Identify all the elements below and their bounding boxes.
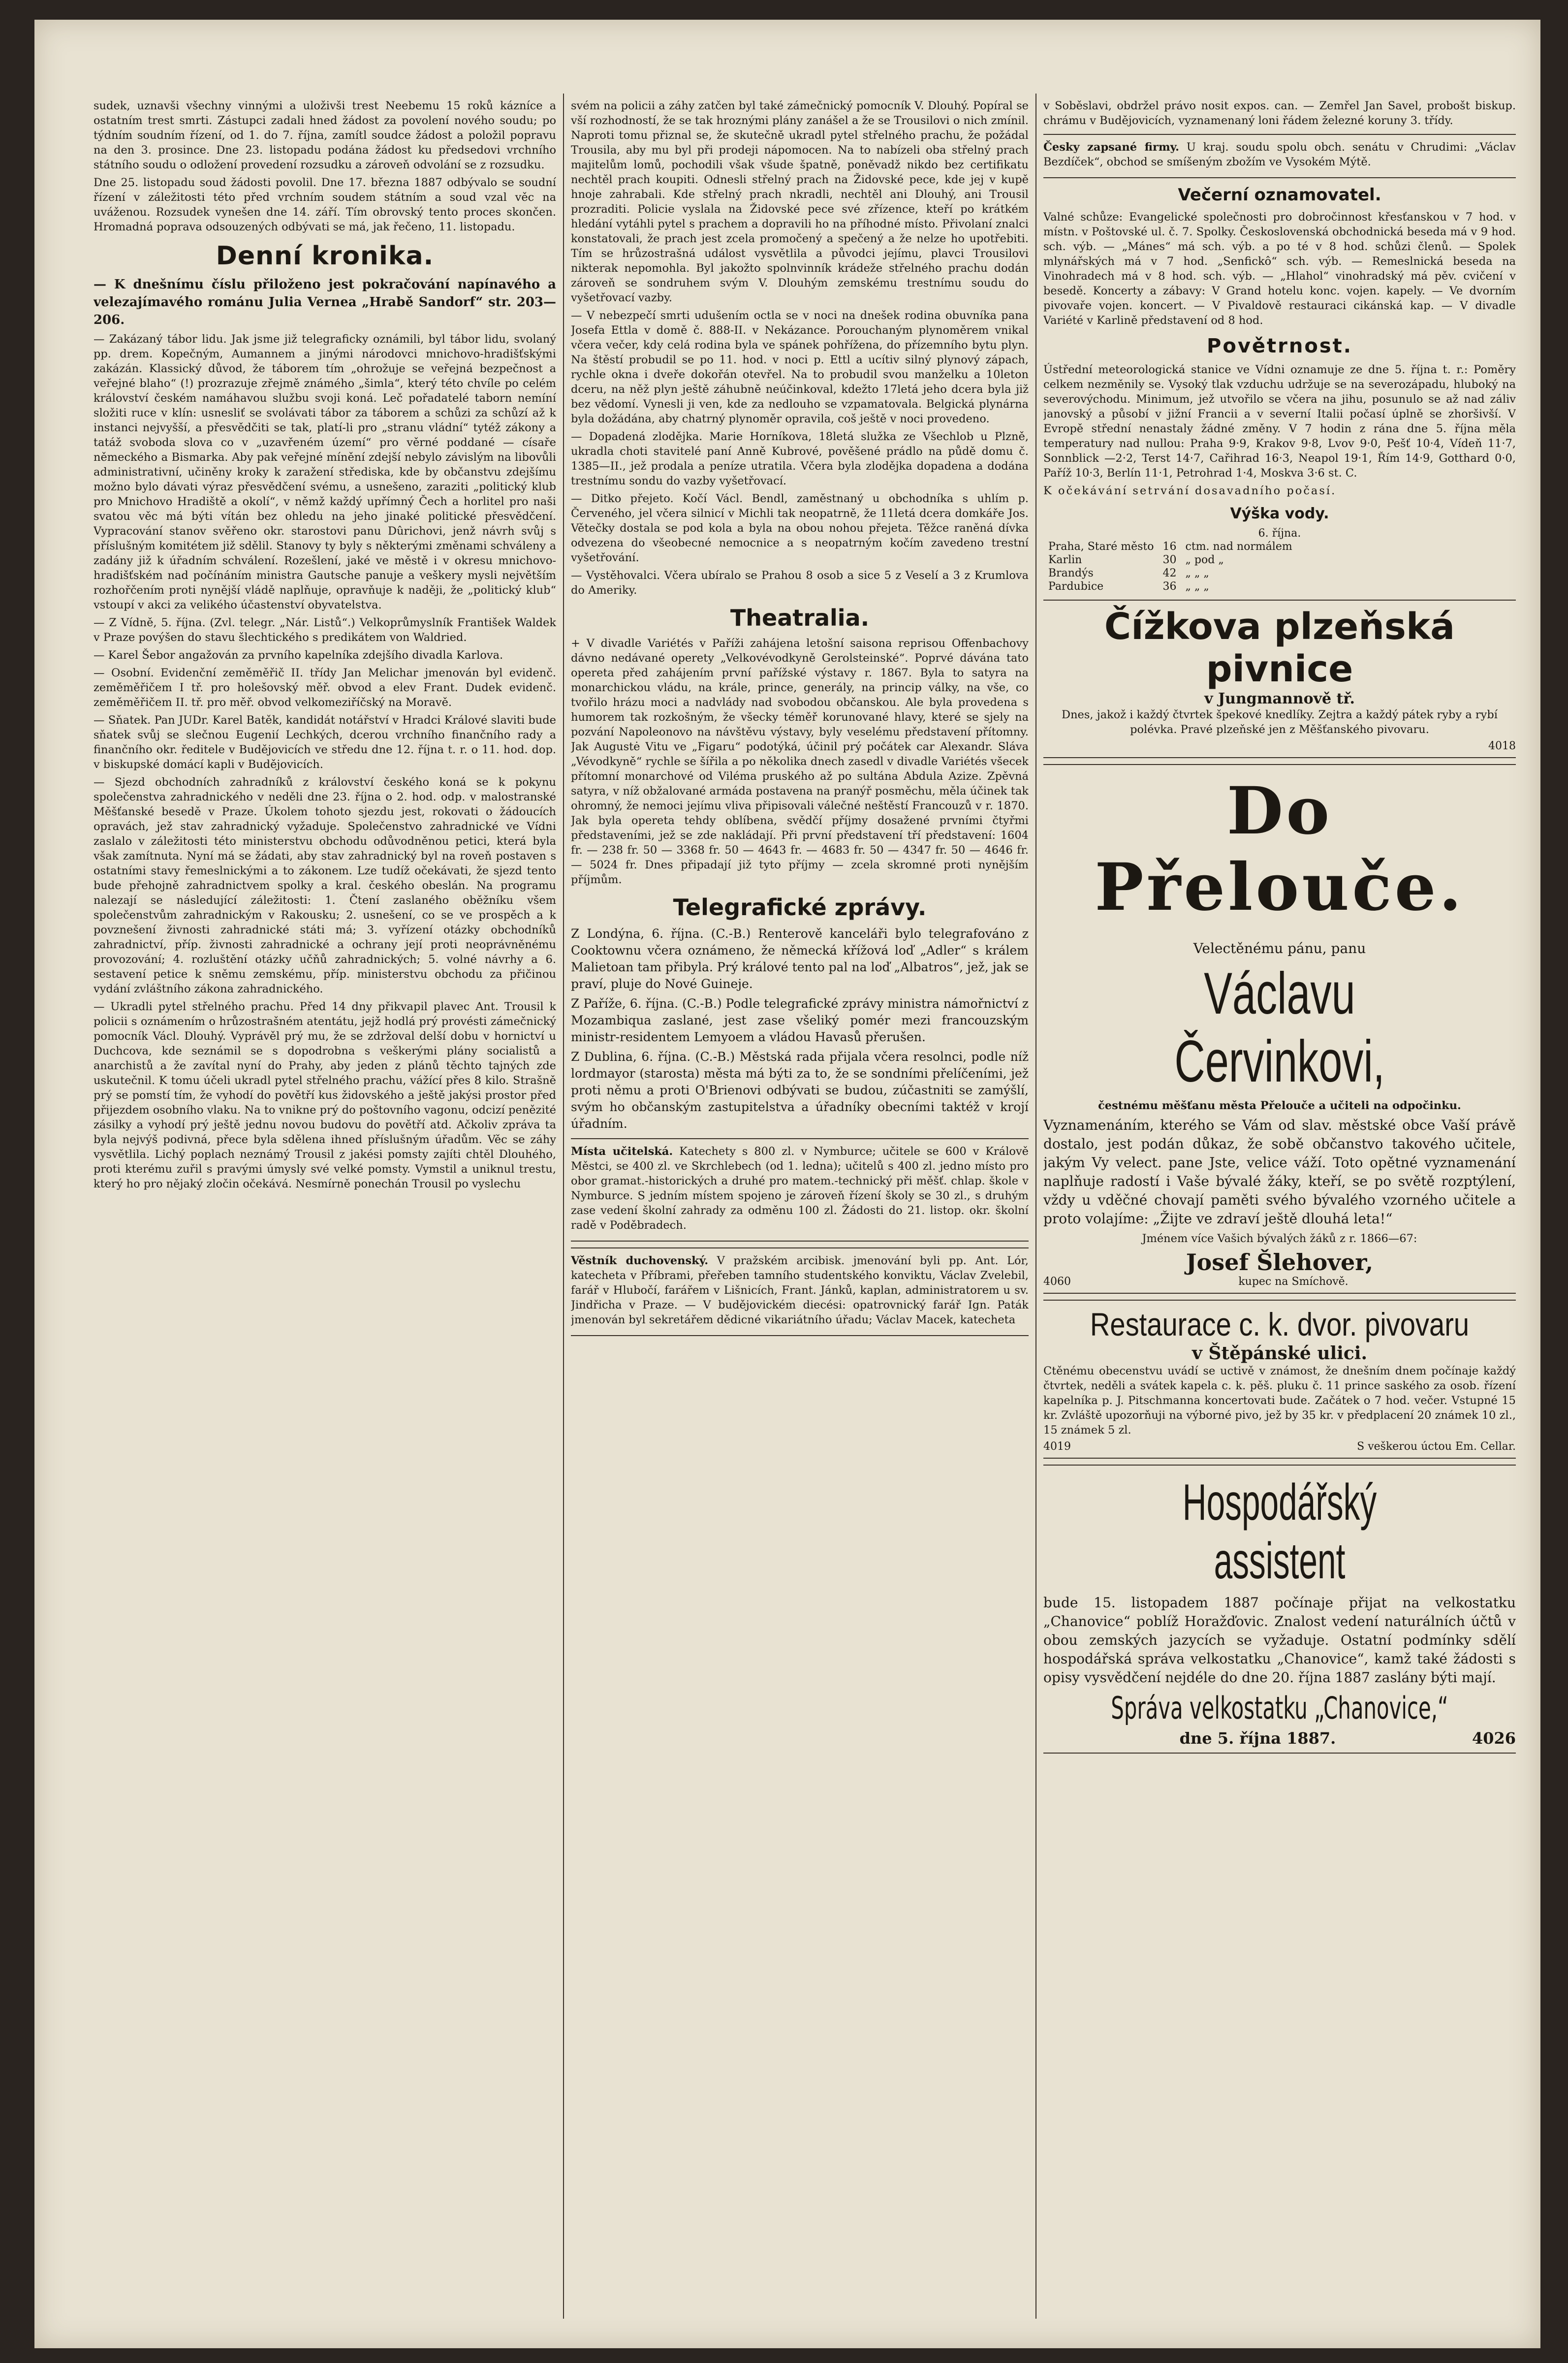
table-row: Karlin 30 „ pod „: [1048, 554, 1224, 566]
article-text: Valné schůze: Evangelické společnosti pro dobročinnost křesťanskou v 7 hod. v místn. v Poštovské ul. č. 7. Spolky. Československá obchodnická beseda má v 9 hod. sch. výb. — „Mánes“ má sch. výb. a po té v 8 hod. schůzi členů. — Spolek mlynářských má v 7 hod. „Senfickô“ sch. výb. — Remeslnická beseda na Vinohradech má v 8 hod. sch. výb. — „Hlahol“ vinohradský má pěv. cvičení v besedě. Koncerty a zábavy: V Grand hotelu konc. vojen. kapely. — Ve dvorním pivovaře vojen. koncert. — V Pivaldově restauraci cikánská kap. — V divadle Variété v Karlině představení od 8 hod.: [1043, 211, 1516, 327]
column-1: [94, 98, 556, 2314]
ad-title: Restaurace c. k. dvor. pivovaru: [1090, 1306, 1470, 1342]
article-text: — Vystěhovalci. Včera ubíralo se Prahou 8 osob a sice 5 z Veselí a 3 z Krumlova do Ameriky.: [571, 569, 1029, 597]
table-row: Pardubice 36 „ „ „: [1048, 580, 1209, 593]
ad-text: bude 15. listopadem 1887 počínaje přijat na velkostatku „Chanovice“ poblíž Horažďovic. Znalost vedení naturálních účtů v obou zemských jazycích se vyžaduje. Ostatní podmínky sdělí hospodářská správa velkostatku „Chanovice“, kamž také žádosti s opisy vysvědčení nejdéle do dne 20. října 1887 zaslány býti mají.: [1043, 1595, 1516, 1686]
article-text: + V divadle Variétés v Paříži zahájena letošní saisona reprisou Offenbachovy dávno nedávané operety „Velkovévodkyně Gerolsteinské“. Poprvé dávána tato opereta před zahájením první pařížské výstavy r. 1867. Byla to satyra na monarchickou vládu, na krále, prince, generály, na princip války, na vše, co tvořilo hrázu moci a nadvlády nad svobodou občanskou. Ale byla provedena s humorem tak rozkošným, že všecky téměř korunované hlavy, které se sjely na pozvání Napoleonovo na návštěvu výstavy, byly veselému představení přítomny. Jak Augustė Vitu ve „Figaru“ podotýká, účinil prý počátek car Alexandr. Sláva „Vévodkyně“ rychle se šířila a po několika dnech zasedl v divadle Variétés všecek přítomní monarchové od Viléma pruského až po sultána Abdula Azize. Zpěvná satyra, v níž obžalované armáda postavena na pranýř posměchu, měla účinek tak ohromný, že nemoci jejímu vliva připisovali válečné neštěstí Francouzů v r. 1870. Jak byla opereta tehdy oblíbena, svědčí příjmy dosažené prvními čtyřmi představeními, jež se zde nakládají. Při první představení tří představení: 1604 fr. — 238 fr. 50 — 3368 fr. 50 — 4643 fr. — 4683 fr. 50 — 4347 fr. 50 — 4646 fr. — 5024 fr. Dnes připadají již tyto příjmy — zcela skromné proti nynějším příjmům.: [571, 637, 1029, 886]
ad-restaurace: [1043, 1300, 1516, 1459]
article-text: — Osobní. Evidenční zeměměřič II. třídy Jan Melichar jmenován byl evidenč. zeměměřičem I tř. pro holešovský měř. obvod a elev Frant. Dudek evidenč. zeměměřičem II. tř. pro měř. obvod velkomeziříčský na Moravě.: [94, 667, 556, 709]
article-text: sudek, uznavši všechny vinnými a uloživši trest Neebemu 15 roků kázníce a ostatním trest smrti. Zástupci zadali hned žádost za povolení nového soudu; po týdním soudním řízení, od 1. do 7. října, zamítl soudce žádost a položil popravu na den 3. prosince. Dne 23. listopadu podána žádost ku předsedovi vrchního státního soudu o odložení provedení rozsudku a zároveň odvolání se z rozsudku.: [94, 99, 556, 171]
ad-subtitle: v Jungmannově tř.: [1204, 690, 1355, 707]
article-text: Ústřední meteorologická stanice ve Vídni oznamuje ze dne 5. října t. r.: Poměry celkem nezměnily se. Vysoký tlak vzduchu udržuje se na severozápadu, hluboký na severovýchodu. Minimum, jež utvořilo se včera na jihu, posunulo se až nad záliv janovský a působí v jižní Francii a v severní Italii počasí úplně se zhoršivší. V Evropě střední nenastaly žádné změny. V 7 hodin z rána dne 5. října měla temperatury nad nullou: Praha 9·9, Krakov 9·8, Lvov 9·0, Pešť 10·4, Vídeň 11·7, Sonnblick —2·2, Terst 14·7, Cařihrad 16·3, Neapol 19·1, Řím 14·9, Gotthard 0·0, Paříž 10·3, Berlín 11·1, Petrohrad 1·4, Moskva 3·6 st. C.: [1043, 363, 1516, 479]
article-text: svém na policii a záhy zatčen byl také zámečnický pomocník V. Dlouhý. Popíral se vší rozhodností, že se tak hroznými plány zanášel a že se Trousilovi o nich zmínil. Naproti tomu přiznal se, že skutečně ukradl pytel střelného prachu, že požádal Trousila, aby mu byl při prodeji nápomocen. Na to nabízeli oba střelný prach majitelům lomů, pochodili však všude špatně, poněvadž nikdo bez certifikatu nechtěl prach koupiti. Odnesli střelný prach na Židovské pece, kde jej v kupě hnoje zahrabali. Kde střelný prach nkradli, nechtěl ani Dlouhý, ani Trousil prozraditi. Policie vyslala na Židovské pece své zřízence, kteří po krátkém hledání vytáhli pytel s prachem a dopravili ho na příhodné místo. Přivolaní znalci konstatovali, že prach jest zcela promočený a spečený a že nelze ho upotřebiti. Tím se hrůzostrašná událost vysvětlila a původci jejímu, plavci Trousilovi nikterak nepomohla. Byl jakožto spolnvinník krádeže střelného prachu dodán zároveň se sondruhem svým V. Dlouhým zemskému trestnímu soudu do vyšetřovací vazby.: [571, 99, 1029, 304]
column-3: [1043, 98, 1516, 2314]
notice-heading: Věstník duchovenský.: [571, 1254, 709, 1267]
ad-text: Vyznamenáním, kterého se Vám od slav. městské obce Vaší právě dostalo, jest podán důkaz, že sobě občanstvo takového učitele, jakým Vy velect. pane Jste, velice váží. Toto opětné vyznamenání naplňuje radostí i Vaše bývalé žáky, kteří, se po světě rozptýlení, vždy u vděčné chovají paměti svého bývalého vzorného učitele a proto volajíme: „Žijte ve zdraví ještě dlouhá leta!“: [1043, 1117, 1516, 1227]
newspaper-page: [34, 20, 1540, 2348]
table-row: Praha, Staré město 16 ctm. nad normálem: [1048, 541, 1292, 553]
water-table: [1043, 540, 1297, 594]
notice-text: Katechety s 800 zl. v Nymburce; učitele se 600 v Králově Městci, se 400 zl. ve Skrchlebech (od 1. ledna); učitelů s 400 zl. jedno místo pro obor gramat.-historických a druhé pro matem.-technický při měšť. chlap. škole v Nymburce. S jedním místem spojeno je zároveň řízení školy se 30 zl., s druhým zase vedení školní zahrady za odměnu 100 zl. Žádosti do 21. listop. okr. školní radě v Poděbradech.: [571, 1145, 1029, 1232]
section-heading: Večerní oznamovatel.: [1178, 185, 1381, 205]
table-row: Brandýs 42 „ „ „: [1048, 567, 1209, 579]
ad-number: 4060: [1043, 1276, 1071, 1288]
ad-prelouc: [1043, 764, 1516, 1294]
notice-heading: Místa učitelská.: [571, 1145, 673, 1158]
article-text: — Ditko přejeto. Kočí Václ. Bendl, zaměstnaný u obchodníka s uhlím p. Červeného, jel včera silnicí v Michli tak neopatrně, že 11letá dcera domkáře Jos. Větečky dostala se pod kola a byla na obou nohou přejeta. Těžce raněná dívka odvezena do všeobecné nemocnice a s neopatrným kočím zavedeno trestní vyšetřování.: [571, 492, 1029, 564]
article-text: — Dopadená zlodějka. Marie Horníkova, 18letá služka ze Všechlob u Plzně, ukradla choti stavitelé paní Anně Kubrové, pověšené prádlo na půdě domu č. 1385—II., jež prodala a peníze utratila. Včera byla zlodějka dopadena a dodána trestnímu sondu do vazby vyšetřovací.: [571, 430, 1029, 487]
section-heading: Výška vody.: [1230, 505, 1329, 522]
ad-greeting: Velectěnému pánu, panu: [1193, 940, 1366, 957]
notice-box: [571, 1247, 1029, 1336]
article-text: — Z Vídně, 5. října. (Zvl. telegr. „Nár. Listů“.) Velkoprůmyslník František Waldek v Praze povýšen do stavu šlechtického s predikátem von Waldried.: [94, 616, 556, 644]
column-2: [571, 98, 1029, 2314]
ad-title: Čížkova plzeňská pivnice: [1104, 606, 1455, 690]
ad-signature-sub: kupec na Smíchově.: [1238, 1276, 1348, 1288]
article-text: K očekávání setrvání dosavadního počasí.: [1043, 484, 1337, 497]
section-heading: Povětrnost.: [1207, 335, 1352, 357]
ad-number: 4018: [1488, 740, 1516, 752]
article-text: Z Paříže, 6. října. (C.-B.) Podle telegrafické zprávy ministra námořnictví z Mozambiqua zaslané, jest zase všeliký pomér mezi francouzským ministr-residentem Lemyoem a vládou Havasů přerušen.: [571, 996, 1029, 1044]
article-text: — Sňatek. Pan JUDr. Karel Batěk, kandidát notářství v Hradci Králové slaviti bude sňatek svůj se slečnou Eugenií Lechkých, dcerou vrchního finančního rady a finančního okr. ředitele v Budějovicích ve středu dne 12. října t. r. o 11. hod. dop. v biskupské domácí kapli v Budějovicích.: [94, 714, 556, 771]
section-heading: Theatralia.: [730, 605, 870, 631]
ad-subtitle: v Štěpánské ulici.: [1192, 1343, 1367, 1364]
column-divider: [563, 94, 564, 2319]
column-divider: [1035, 94, 1036, 2319]
ad-name: Václavu Červinkovi,: [1174, 960, 1385, 1094]
article-text: — V nebezpečí smrti udušením octla se v noci na dnešek rodina obuvníka pana Josefa Ettla v domě č. 888-II. v Nekázance. Porouchaným plynoměrem vnikal včera večer, kdy celá rodina byla ve spánek pohřížena, do přízemního bytu plyn. Na štěstí probudil se po 11. hod. v noci p. Ettl a ucítiv silný plynový zápach, rychle okna i dveře dokořán otevřel. Na to probudil svou manželku a 10leton dceru, na něž plyn ještě záhubně neúčinkoval, kdežto 17letá jeho dcera byla již bez vědomí. Vynesli ji ven, kde za nedlouho se vzpamatovala. Belgická plynárna byla dožádána, aby chatrný plynoměr opravila, coš ještě v noci provedeno.: [571, 309, 1029, 425]
ad-title: Hospodářský assistent: [1182, 1474, 1377, 1590]
notice-text: V pražském arcibisk. jmenování byli pp. Ant. Lór, katecheta v Příbrami, přeřeben tamního studentského konviktu, Václav Zvelebil, farář v Hlubočí, farářem v Lišnicích, Frant. Jánků, kaplan, administratorem u sv. Jindřicha v Praze. — V budějovickém diecési: opatrovnický farář Ign. Paták jmenován byl sekretářem dědicné vikariátního úřadu; Václav Macek, katecheta: [571, 1254, 1029, 1326]
ad-number: 4026: [1472, 1729, 1516, 1748]
article-text: Dne 25. listopadu soud žádosti povolil. Dne 17. března 1887 odbývalo se soudní řízení v záležitosti této před vrchním soudem státním a soud vzal věc na uváženou. Rozsudek vynešen dne 14. září. Tím obrovský tento proces skončen. Hromadná poprava odsouzených odbývati se má, jak řečeno, 11. listopadu.: [94, 176, 556, 233]
notice-box: [571, 1138, 1029, 1242]
ad-names: Jménem více Vašich bývalých žáků z r. 1866—67:: [1142, 1232, 1417, 1245]
ad-signature: S veškerou úctou Em. Cellar.: [1357, 1440, 1516, 1453]
notice-box: [1043, 134, 1516, 178]
ad-hospodarsky: [1043, 1465, 1516, 1754]
article-text: Z Dublina, 6. října. (C.-B.) Městská rada přijala včera resolnci, podle níž lordmayor (starosta) města má býti za to, že se sondními přelíčeními, jež proti němu a proti O'Brienovi odbývati se budou, zúčastniti se zamýšlí, svým ho občanským zastupitelstva a úřadníky obecními taktéž v krojí úřadním.: [571, 1050, 1029, 1131]
ad-signature: Správa velkostatku „Chanovice,“: [1111, 1690, 1448, 1726]
article-text: v Soběslavi, obdržel právo nosit expos. can. — Zemřel Jan Savel, probošt biskup. chrámu v Budějovicích, vyznamenaný loni řádem železné koruny 3. třídy.: [1043, 99, 1516, 127]
ad-text: Ctěnému obecenstvu uvádí se uctivě v známost, že dnešním dnem počínaje každý čtvrtek, neděli a svátek kapela c. k. pěš. pluku č. 11 prince saského za osob. řízení kapelníka p. J. Pitschmanna koncertovati bude. Začátek o 7 hod. večer. Vstupné 15 kr. Zvláště upozorňuji na výborné pivo, jež by 35 kr. v předplacení 20 známek 10 zl., 15 známek 5 zl.: [1043, 1365, 1516, 1437]
article-text: Z Londýna, 6. října. (C.-B.) Renterově kanceláři bylo telegrafováno z Cooktownu včera oznámeno, že německá křížová loď „Adler“ s králem Malietoan tam přibyla. Prý králové tento pal na loď „Albatros“, jež, jak se praví, pluje do Nové Guineje.: [571, 926, 1029, 991]
ad-pivnice: [1043, 600, 1516, 758]
article-text: — Sjezd obchodních zahradníků z království českého koná se k pokynu společenstva zahradnického v neděli dne 23. října o 2. hod. odp. v malostranské Měšťanské besedě v Praze. Úkolem tohoto sjezdu jest, rokovati o žádoucích opravách, jež stav zahradnický vyžaduje. Společenstvo zahradnické ve Vídni zaslalo v záležitosti této ministerstvu obchodu odůvodněnou petici, která byla však zamítnuta. Nyní má se žádati, aby stav zahradnický byl na roveň postaven s ostatními stavy řemeslnickými a to zákonem. Lze tudíž očekávati, že sjezd tento bude přehojně zahradnictvem spolky a kral. českého obeslán. Na programu nalezají se následující záležitosti: 1. Čtení zaslaného oběžníku všem společenstvům zahradnickým v Rakousku; 2. usnešení, co se ve prospěch a k povznešení živnosti zahradnické státi má; 3. vyřízení otázky obchodníků zahradnictví, příp. živnosti zahradnické a ochrany její proti neoprávněnému provozování; 4. rozluštění otázky učňů zahradnických; 5. volné návrhy a 6. sestavení petice k sněmu zemskému, příp. ministerstvu obchodu za přičinou vydání zvláštního zákona zahradnického.: [94, 776, 556, 995]
ad-number: 4019: [1043, 1440, 1071, 1453]
article-text: — Zakázaný tábor lidu. Jak jsme již telegraficky oznámili, byl tábor lidu, svolaný pp. drem. Kopečným, Aumannem a jinými národovci mnichovo-hradišťskými zakázán. Klassický důvod, že táborem tím „ohrožuje se veřejná bezpečnost a veřejné blaho“ (!) prozrazuje zřejmě známého „šimla“, který této chvíle po celém království českém namáhavou službu svoji koná. Leč pořadatelé taborn nemíní složiti ruce v klín: usnesliť se svolávati tábor za táborem a schůzi za schůzí až k instanci nejvyšší, a přesvědčiti se tak, platí-li pro „stranu vládní“ tytéž zákony a tatáž svoboda slova co v „uzavřeném území“ pro věrné poddané — císaře německého a Bismarka. Aby pak veřejné mínění zdejší nebylo závislým na libovůli administrativní, učiněny kroky k zaražení střediska, kde by občanstvu zdejšímu možno bylo dávati výraz přesvědčení svému, a usnešeno, zaraziti „politický klub pro Mnichovo Hradiště a okolí“, v němž každý upřímný Čech a horlitel pro naši svatou věc má býti vítán bez ohledu na jeho jinaké politické přesvědčení. Vypracování stanov svěřeno okr. starostovi panu Dûrichovi, jenž návrh svůj s příslušným komitétem již sdělil. Stanovy ty byly s některými změnami schváleny a zadány již k úřadním schválení. Rozešlení, jaké ve městě i v okresu mnichovo-hradišťském nad počínáním ministra Gautsche panuje a veškery mysli největším rozhořčením proti nynější vládě naplňuje, opravňuje k naději, že „politický klub“ vstoupí v akci za velikého účastenství obyvatelstva.: [94, 333, 556, 611]
article-text: — Ukradli pytel střelného prachu. Před 14 dny přikvapil plavec Ant. Trousil k policii s oznámením o hrůzostrašném atentátu, jejž hodlá prý provésti zámečnický pomocník Václ. Dlouhý. Vyprávěl prý mu, že se zdržoval delší dobu v hornictví u Duchcova, kde seznámil se s dopodrobna s veškerými plány socialistů a anarchistů a že zavítal nyní do Prahy, aby jeden z plánů těchto tajných zde uskutečnil. K tomu účeli ukradl pytel střelného prachu, vážící přes 8 kilo. Strašně prý se pomstí tím, že vyhodí do povětří kus židovského a ještě jakýsi prostor před přijezdem osobního vlaku. Na to vnikne prý do poštovního vagonu, odcizí penězité zásilky a vyhodí prý ještě jednu novou budovu do povětří atd. Ačkoliv zpráva ta byla nejvýš podivná, přece byla sdělena ihned příslušným úřadům. Věc se záhy vysvětlila. Lichý poplach neznámý Trousil z jakési pomsty zajíti chtěl Dlouhého, proti kterému zuřil s pravými úmysly své velké pomsty. Vymstil a uniknul trestu, který ho pro nějaký zločin očekává. Nesmírně ponechán Trousil po vyslechu: [94, 1000, 556, 1190]
notice-text: U kraj. soudu spolu obch. senátu v Chrudimi: „Václav Bezdíček“, obchod se smíšeným zbožím ve Vysokém Mýtě.: [1043, 141, 1516, 168]
ad-date: dne 5. října 1887.: [1179, 1729, 1336, 1748]
article-text: — Karel Šebor angažován za prvního kapelníka zdejšího divadla Karlova.: [94, 649, 503, 662]
notice-heading: Česky zapsané firmy.: [1043, 141, 1179, 154]
ad-signature: Josef Šlehover,: [1186, 1249, 1374, 1276]
lead-text: — K dnešnímu číslu přiloženo jest pokračování napínavého a velezajímavého románu Julia Vernea „Hrabě Sandorf“ str. 203—206.: [94, 277, 556, 327]
section-heading: Denní kronika.: [216, 241, 434, 271]
ad-subtitle: čestnému měšťanu města Přelouče a učiteli na odpočinku.: [1098, 1099, 1461, 1112]
ad-title: Do Přelouče.: [1095, 773, 1465, 926]
water-date: 6. října.: [1258, 527, 1301, 540]
section-heading: Telegrafické zprávy.: [673, 894, 927, 921]
ad-text: Dnes, jakož i každý čtvrtek špekové knedlíky. Zejtra a každý pátek ryby a rybí polévka. Pravé plzeňské jen z Měšťanského pivovaru.: [1062, 708, 1498, 736]
